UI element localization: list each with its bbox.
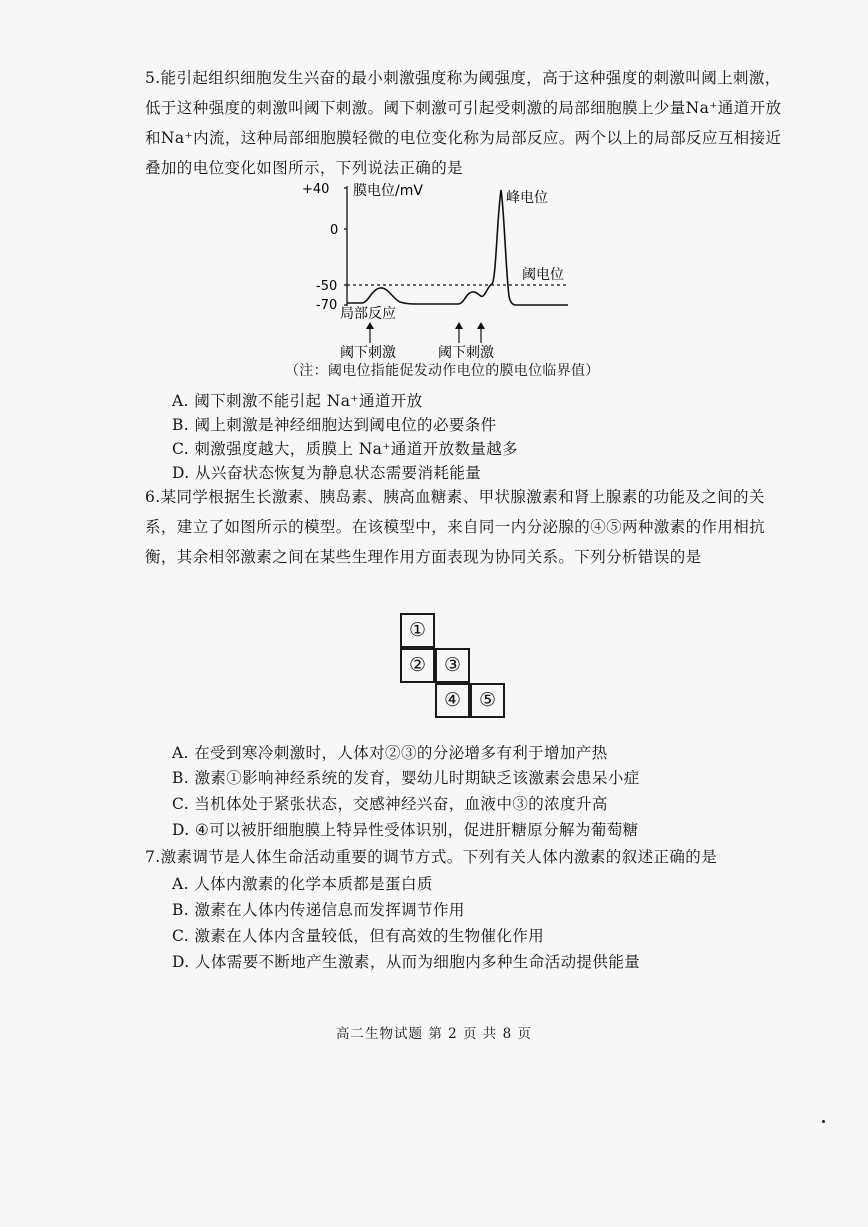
cell-4: ④: [435, 683, 470, 718]
q7-option-d: D. 人体需要不断地产生激素，从而为细胞内多种生命活动提供能量: [172, 953, 641, 971]
q7-option-c: C. 激素在人体内含量较低，但有高效的生物催化作用: [172, 927, 545, 945]
stimulus-label-1: 阈下刺激: [340, 345, 396, 360]
tick-minus50: -50: [316, 279, 338, 294]
q6-option-d: D. ④可以被肝细胞膜上特异性受体识别，促进肝糖原分解为葡萄糖: [172, 821, 639, 839]
q7-stem: 7.激素调节是人体生命活动重要的调节方式。下列有关人体内激素的叙述正确的是: [145, 848, 718, 866]
stimulus-arrow: [366, 322, 374, 343]
tick-plus40: +40: [302, 182, 330, 197]
q5-option-a: A. 阈下刺激不能引起 Na⁺通道开放: [172, 392, 423, 410]
local-response-label: 局部反应: [340, 306, 396, 322]
y-axis-label: 膜电位/mV: [353, 183, 423, 199]
potential-trace: [347, 190, 568, 305]
tick-0: 0: [330, 223, 339, 238]
q6-option-a: A. 在受到寒冷刺激时，人体对②③的分泌增多有利于增加产热: [172, 744, 608, 762]
q5-option-c: C. 刺激强度越大，质膜上 Na⁺通道开放数量越多: [172, 440, 519, 458]
q7-option-b: B. 激素在人体内传递信息而发挥调节作用: [172, 901, 465, 919]
stimulus-label-2: 阈下刺激: [438, 345, 494, 360]
peak-label: 峰电位: [506, 190, 548, 206]
q6-stem: 6.某同学根据生长激素、胰岛素、胰高血糖素、甲状腺激素和肾上腺素的功能及之间的关系，建立了如图所示的模型。在该模型中，来自同一内分泌腺的④⑤两种激素的作用相抗衡，其余相邻激素之间在某些生理作用方面表现为协同关系。下列分析错误的是: [145, 488, 766, 566]
tick-minus70: -70: [316, 298, 338, 313]
cell-5: ⑤: [470, 683, 505, 718]
cell-1: ①: [400, 613, 435, 648]
page-footer: 高二生物试题 第 2 页 共 8 页: [336, 1026, 532, 1042]
cell-2: ②: [400, 648, 435, 683]
stimulus-arrow: [477, 322, 485, 343]
q6-option-b: B. 激素①影响神经系统的发育，婴幼儿时期缺乏该激素会患呆小症: [172, 769, 640, 787]
figure-caption: （注：阈电位指能促发动作电位的膜电位临界值）: [285, 363, 600, 379]
q7-option-a: A. 人体内激素的化学本质都是蛋白质: [172, 875, 433, 893]
q5-stem: 5.能引起组织细胞发生兴奋的最小刺激强度称为阈强度，高于这种强度的刺激叫阈上刺激，低于这种强度的刺激叫阈下刺激。阈下刺激可引起受刺激的局部细胞膜上少量Na⁺通道开放和Na⁺内流，这种局部细胞膜轻微的电位变化称为局部反应。两个以上的局部反应互相接近叠加的电位变化如图所示，下列说法正确的是: [145, 69, 782, 177]
q5-option-b: B. 阈上刺激是神经细胞达到阈电位的必要条件: [172, 416, 497, 434]
q5-option-d: D. 从兴奋状态恢复为静息状态需要消耗能量: [172, 464, 482, 482]
scan-speck: [822, 1120, 825, 1123]
threshold-label: 阈电位: [522, 267, 564, 283]
cell-3: ③: [435, 648, 470, 683]
membrane-potential-graph: [300, 178, 600, 360]
stimulus-arrow: [455, 322, 463, 343]
q6-option-c: C. 当机体处于紧张状态，交感神经兴奋，血液中③的浓度升高: [172, 795, 608, 813]
